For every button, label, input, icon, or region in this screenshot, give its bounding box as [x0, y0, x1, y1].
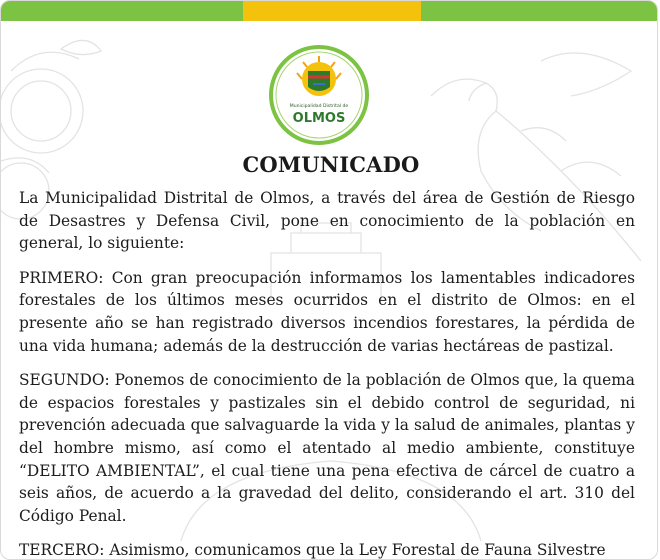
logo-subtext: Municipalidad Distrital de [289, 104, 349, 109]
tercero-paragraph: TERCERO: Asimismo, comunicamos que la Ley Forestal de Fauna Silvestre [19, 541, 606, 560]
yellow-bar-segment [243, 1, 421, 21]
municipality-logo [269, 45, 369, 145]
primero-paragraph: PRIMERO: Con gran preocupación informamos los lamentables indicadores forestales de los últimos meses ocurridos en el distrito de Olmos: en el presente año se han registrado diversos incendios forestares, la pérdida de una vida humana; además de la destrucción de varias hectáreas de pastizal. [19, 268, 635, 355]
green-bar-segment [1, 1, 243, 21]
page-title: COMUNICADO [242, 152, 420, 177]
intro-paragraph: La Municipalidad Distrital de Olmos, a través del área de Gestión de Riesgo de Desastres y Defensa Civil, pone en conocimiento de la población en general, lo siguiente: [19, 189, 635, 253]
communique-body [19, 187, 635, 560]
logo-olmos-text: OLMOS [292, 111, 346, 126]
green-bar-segment-right [421, 1, 657, 21]
header-color-bar [1, 1, 657, 21]
segundo-paragraph: SEGUNDO: Ponemos de conocimiento de la población de Olmos que, la quema de espacios forestales y pastizales sin el debido control de seguridad, ni prevención adecuada que salvaguarde la vida y la salud de animales, plantas y del hombre mismo, así como el atentado al medio ambiente, constituye “DELITO AMBIENTAL”, el cual tiene una pena efectiva de cárcel de cuatro a seis años, de acuerdo a la gravedad del delito, considerando el art. 310 del Código Penal. [19, 371, 635, 525]
